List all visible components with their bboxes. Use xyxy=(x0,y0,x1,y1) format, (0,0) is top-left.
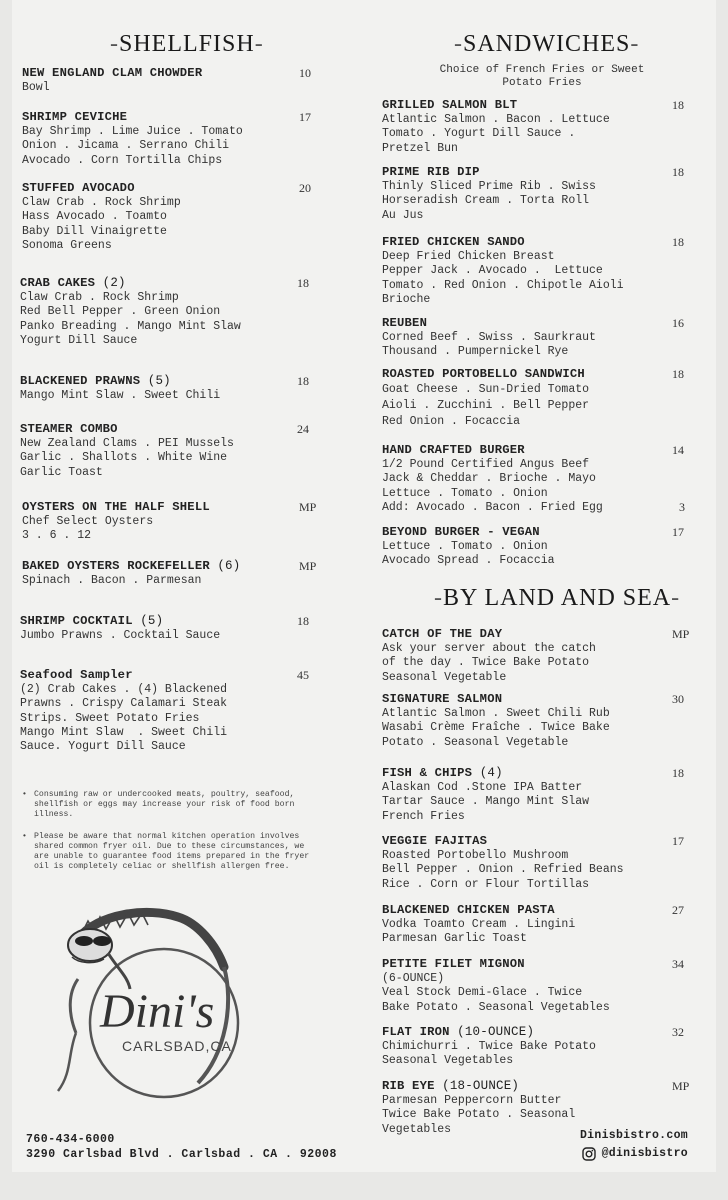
item-name: CATCH OF THE DAY xyxy=(382,627,503,641)
item-name: FRIED CHICKEN SANDO xyxy=(382,235,525,249)
shellfish-heading: -SHELLFISH- xyxy=(110,31,264,57)
item-price: 10 xyxy=(299,66,311,80)
item-name: SHRIMP COCKTAIL xyxy=(20,614,133,628)
item-price: 20 xyxy=(299,181,311,195)
item-price: 27 xyxy=(672,903,684,917)
menu-item: FISH & CHIPS (4) Alaskan Cod .Stone IPA Batter Tartar Sauce . Mango Mint Slaw French Fries 18 xyxy=(382,766,702,824)
dinis-logo xyxy=(38,893,248,1115)
item-name: Seafood Sampler xyxy=(20,668,133,682)
item-name: BLACKENED CHICKEN PASTA xyxy=(382,903,555,917)
item-price: MP xyxy=(672,1079,690,1093)
item-description: Claw Crab . Rock Shrimp Hass Avocado . Toamto Baby Dill Vinaigrette Sonoma Greens xyxy=(22,196,181,252)
raw-food-notice: • Consuming raw or undercooked meats, poultry, seafood, shellfish or eggs may increase your risk of food born illness. xyxy=(22,790,342,820)
item-name: REUBEN xyxy=(382,316,428,330)
logo-name: Dini's xyxy=(100,985,215,1038)
item-description: Alaskan Cod .Stone IPA Batter Tartar Sauce . Mango Mint Slaw French Fries xyxy=(382,781,590,823)
item-price: 18 xyxy=(297,614,309,628)
menu-item: BAKED OYSTERS ROCKEFELLER (6) Spinach . Bacon . Parmesan MP xyxy=(22,559,322,588)
address: 3290 Carlsbad Blvd . Carlsbad . CA . 92008 xyxy=(26,1148,337,1161)
item-description: Thinly Sliced Prime Rib . Swiss Horseradish Cream . Torta Roll Au Jus xyxy=(382,180,596,222)
menu-item xyxy=(382,98,702,156)
menu-item: SHRIMP COCKTAIL (5) Jumbo Prawns . Cocktail Sauce 18 xyxy=(20,614,320,643)
menu-item xyxy=(22,181,322,253)
item-description: New Zealand Clams . PEI Mussels Garlic . Shallots . White Wine Garlic Toast xyxy=(20,437,234,479)
menu-item xyxy=(382,903,702,947)
contact-info xyxy=(26,1132,337,1162)
item-price: 16 xyxy=(672,316,684,330)
item-price: 45 xyxy=(297,668,309,682)
instagram-handle: @dinisbistro xyxy=(601,1147,688,1160)
item-description: Lettuce . Tomato . Onion Avocado Spread . Focaccia xyxy=(382,540,555,568)
menu-item xyxy=(382,235,702,307)
instagram-row[interactable] xyxy=(536,1146,688,1162)
item-name: FLAT IRON xyxy=(382,1025,450,1039)
item-description: Claw Crab . Rock Shrimp Red Bell Pepper . Green Onion Panko Breading . Mango Mint Slaw Yogurt Dill Sauce xyxy=(20,291,241,347)
item-name: NEW ENGLAND CLAM CHOWDER xyxy=(22,66,203,80)
item-description: 1/2 Pound Certified Angus Beef Jack & Cheddar . Brioche . Mayo Lettuce . Tomato . Onion Add: Avocado . Bacon . Fried Egg xyxy=(382,458,603,514)
item-name: ROASTED PORTOBELLO SANDWICH xyxy=(382,367,585,381)
iguana-logo-icon xyxy=(38,893,248,1115)
item-name: SIGNATURE SALMON xyxy=(382,692,503,706)
item-price: MP xyxy=(299,559,317,573)
item-description: Goat Cheese . Sun-Dried Tomato Aioli . Zucchini . Bell Pepper Red Onion . Focaccia xyxy=(382,383,590,428)
item-name: OYSTERS ON THE HALF SHELL xyxy=(22,500,210,514)
item-price: 18 xyxy=(672,235,684,249)
item-price: 24 xyxy=(297,422,309,436)
menu-item xyxy=(382,525,702,569)
item-description: Spinach . Bacon . Parmesan xyxy=(22,574,202,587)
menu-item xyxy=(382,692,702,750)
item-name: CRAB CAKES xyxy=(20,276,96,290)
item-price: 14 xyxy=(672,443,684,457)
item-description: Bowl xyxy=(22,81,50,94)
item-name: PRIME RIB DIP xyxy=(382,165,480,179)
logo-location: CARLSBAD,CA xyxy=(122,1038,232,1054)
menu-item xyxy=(382,165,702,223)
item-price: 17 xyxy=(672,525,684,539)
item-price: MP xyxy=(672,627,690,641)
menu-item xyxy=(20,422,320,480)
fryer-oil-notice: • Please be aware that normal kitchen operation involves shared common fryer oil. Due to these circumstances, we are unable to guarantee food items prepared in the fryer oil is completely celiac or shellfish allergen free. xyxy=(22,832,342,872)
menu-item xyxy=(20,668,320,754)
web-contact xyxy=(536,1128,688,1162)
menu-item xyxy=(382,627,702,685)
item-description: (2) Crab Cakes . (4) Blackened Prawns . Crispy Calamari Steak Strips. Sweet Potato Fries Mango Mint Slaw . Sweet Chili Sauce. Yogurt Dill Sauce xyxy=(20,683,228,754)
item-description: Parmesan Peppercorn Butter Twice Bake Potato . Seasonal Vegetables xyxy=(382,1094,576,1136)
menu-item xyxy=(22,110,322,168)
sandwiches-subtitle: Choice of French Fries or Sweet Potato Fries xyxy=(439,64,645,89)
item-name: BAKED OYSTERS ROCKEFELLER xyxy=(22,559,210,573)
item-description: Atlantic Salmon . Sweet Chili Rub Wasabi Crème Fraîche . Twice Bake Potato . Seasonal Vegetable xyxy=(382,707,610,749)
item-description: Vodka Toamto Cream . Lingini Parmesan Garlic Toast xyxy=(382,918,576,946)
item-description: Bay Shrimp . Lime Juice . Tomato Onion . Jicama . Serrano Chili Avocado . Corn Tortilla Chips xyxy=(22,125,243,167)
menu-item: FLAT IRON (10-OUNCE) Chimichurri . Twice Bake Potato Seasonal Vegetables 32 xyxy=(382,1025,702,1069)
item-price: 18 xyxy=(672,766,684,780)
menu-page xyxy=(12,0,716,1172)
item-price: 18 xyxy=(297,374,309,388)
land-and-sea-heading: -BY LAND AND SEA- xyxy=(434,585,681,611)
item-price: MP xyxy=(299,500,317,514)
phone-number[interactable]: 760-434-6000 xyxy=(26,1133,115,1146)
item-name: SHRIMP CEVICHE xyxy=(22,110,128,124)
addon-price: 3 xyxy=(679,500,685,514)
item-price: 18 xyxy=(672,98,684,112)
item-description: Mango Mint Slaw . Sweet Chili xyxy=(20,389,221,402)
item-name: STUFFED AVOCADO xyxy=(22,181,135,195)
item-price: 17 xyxy=(672,834,684,848)
item-price: 18 xyxy=(672,367,684,381)
item-name: STEAMER COMBO xyxy=(20,422,118,436)
menu-item xyxy=(382,367,702,430)
item-name: VEGGIE FAJITAS xyxy=(382,834,488,848)
menu-item: BLACKENED PRAWNS (5) Mango Mint Slaw . Sweet Chili 18 xyxy=(20,374,320,403)
item-description: Ask your server about the catch of the day . Twice Bake Potato Seasonal Vegetable xyxy=(382,642,596,684)
item-description: Roasted Portobello Mushroom Bell Pepper . Onion . Refried Beans Rice . Corn or Flour Tortillas xyxy=(382,849,624,891)
item-description: Corned Beef . Swiss . Saurkraut Thousand . Pumpernickel Rye xyxy=(382,331,596,359)
item-name: BEYOND BURGER - VEGAN xyxy=(382,525,540,539)
menu-item xyxy=(22,500,322,544)
sandwiches-heading: -SANDWICHES- xyxy=(454,31,640,57)
item-price: 18 xyxy=(672,165,684,179)
item-price: 18 xyxy=(297,276,309,290)
item-price: 32 xyxy=(672,1025,684,1039)
item-description: Atlantic Salmon . Bacon . Lettuce Tomato . Yogurt Dill Sauce . Pretzel Bun xyxy=(382,113,610,155)
item-name: GRILLED SALMON BLT xyxy=(382,98,518,112)
item-description: Chimichurri . Twice Bake Potato Seasonal Vegetables xyxy=(382,1040,596,1068)
item-price: 34 xyxy=(672,957,684,971)
item-name: PETITE FILET MIGNON xyxy=(382,957,525,971)
website-link[interactable]: Dinisbistro.com xyxy=(579,1129,688,1142)
item-description: Chef Select Oysters 3 . 6 . 12 xyxy=(22,515,154,543)
item-price: 17 xyxy=(299,110,311,124)
menu-item xyxy=(382,316,702,360)
menu-item xyxy=(382,957,702,1015)
allergen-notes xyxy=(22,790,342,884)
item-name: FISH & CHIPS xyxy=(382,766,473,780)
menu-item xyxy=(382,443,702,515)
menu-item: RIB EYE (18-OUNCE) Parmesan Peppercorn Butter Twice Bake Potato . Seasonal Vegetables MP xyxy=(382,1079,702,1137)
item-description: Jumbo Prawns . Cocktail Sauce xyxy=(20,629,221,642)
item-price: 30 xyxy=(672,692,684,706)
menu-item xyxy=(22,66,322,95)
item-description: (6-OUNCE) Veal Stock Demi-Glace . Twice Bake Potato . Seasonal Vegetables xyxy=(382,972,610,1014)
item-name: RIB EYE xyxy=(382,1079,435,1093)
item-name: BLACKENED PRAWNS xyxy=(20,374,141,388)
instagram-icon xyxy=(582,1147,596,1161)
menu-item xyxy=(382,834,702,892)
item-description: Deep Fried Chicken Breast Pepper Jack . Avocado . Lettuce Tomato . Red Onion . Chipotle Aioli Brioche xyxy=(382,250,624,306)
menu-item: CRAB CAKES (2) Claw Crab . Rock Shrimp Red Bell Pepper . Green Onion Panko Breading . Mango Mint Slaw Yogurt Dill Sauce 18 xyxy=(20,276,320,348)
item-name: HAND CRAFTED BURGER xyxy=(382,443,525,457)
